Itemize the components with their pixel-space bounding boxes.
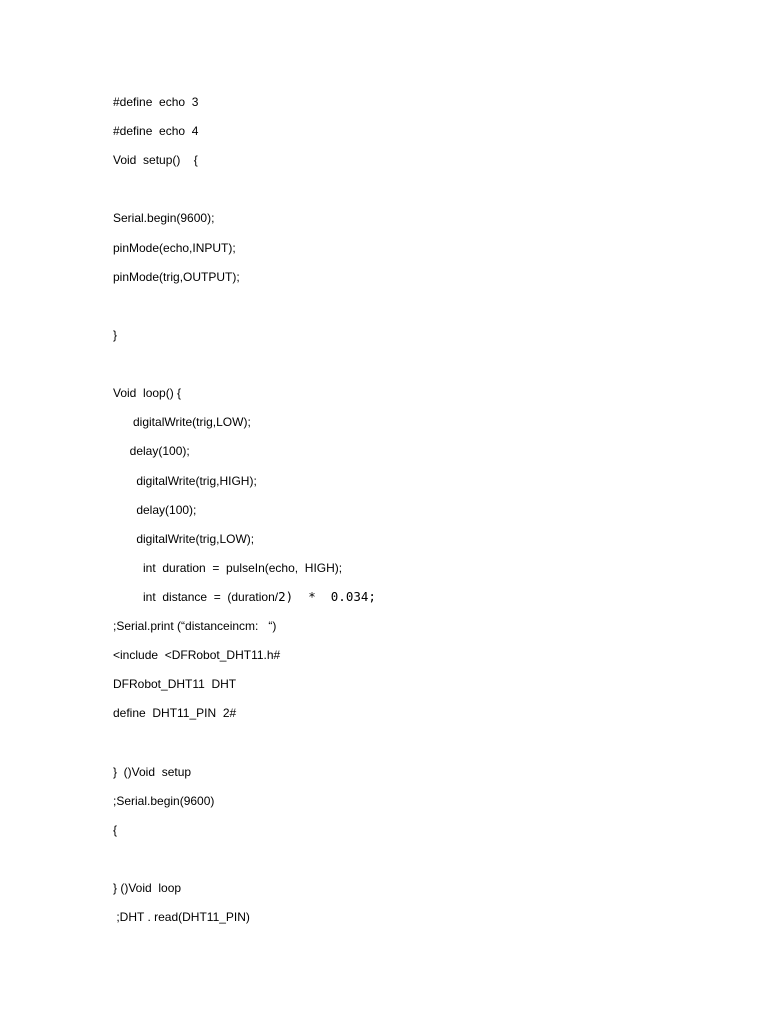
code-line-26: { xyxy=(113,823,118,837)
code-line-6: pinMode(echo,INPUT); xyxy=(113,241,236,255)
code-line-25: ;Serial.begin(9600) xyxy=(113,794,215,808)
code-line-9: } xyxy=(113,328,118,342)
code-line-3: Void setup() { xyxy=(113,153,198,167)
code-line-11: Void loop() { xyxy=(113,386,182,400)
code-line-16: digitalWrite(trig,LOW); xyxy=(113,532,255,546)
code-line-14: digitalWrite(trig,HIGH); xyxy=(113,474,257,488)
code-line-18 xyxy=(113,590,376,604)
code-line-20: <include <DFRobot_DHT11.h# xyxy=(113,648,281,662)
code-line-24: } ()Void setup xyxy=(113,765,192,779)
code-line-5: Serial.begin(9600); xyxy=(113,211,215,225)
code-line-28: } ()Void loop xyxy=(113,881,182,895)
code-line-18-suffix: 2) * 0.034; xyxy=(278,589,376,604)
code-line-29: ;DHT . read(DHT11_PIN) xyxy=(113,910,250,924)
code-line-22: define DHT11_PIN 2# xyxy=(113,706,237,720)
code-line-1: #define echo 3 xyxy=(113,95,199,109)
code-line-19: ;Serial.print (“distanceincm: “) xyxy=(113,619,277,633)
code-line-12: digitalWrite(trig,LOW); xyxy=(113,415,251,429)
code-line-7: pinMode(trig,OUTPUT); xyxy=(113,270,240,284)
code-line-21: DFRobot_DHT11 DHT xyxy=(113,677,237,691)
code-line-13: delay(100); xyxy=(113,444,190,458)
code-line-2: #define echo 4 xyxy=(113,124,199,138)
code-line-17: int duration = pulseIn(echo, HIGH); xyxy=(113,561,343,575)
code-line-18-text: int distance = (duration/ xyxy=(113,590,279,604)
code-line-15: delay(100); xyxy=(113,503,197,517)
